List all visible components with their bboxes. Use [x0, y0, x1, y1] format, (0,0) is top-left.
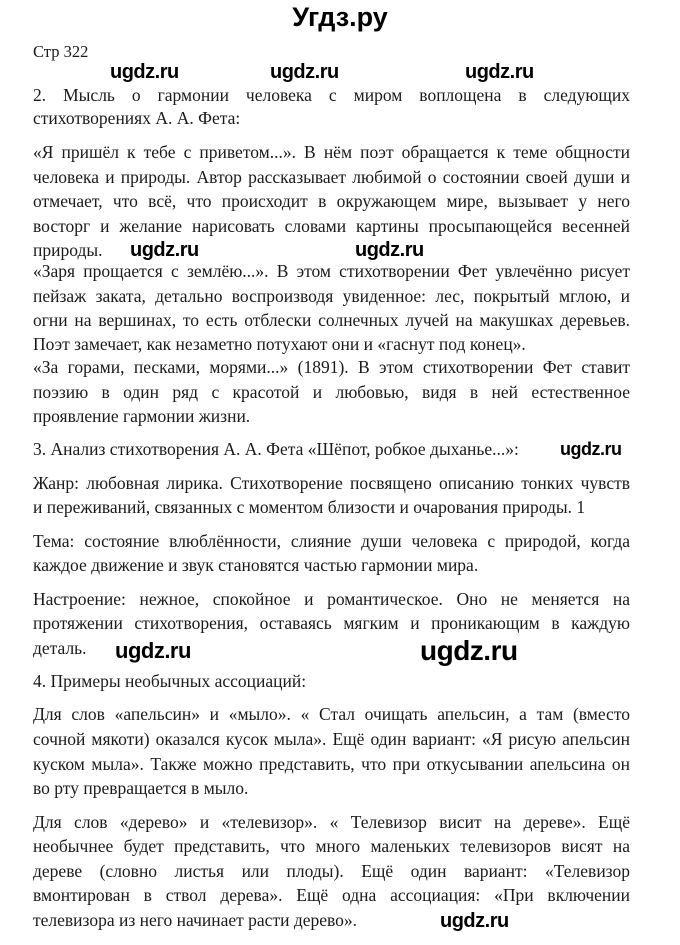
text-line: природы.: [33, 240, 103, 260]
text-line: вмонтирован в ствол дерева». Ещё одна ассоциация: «При включении: [33, 885, 630, 905]
text-line: сочной мякоти) оказался кусок мыла». Ещё один вариант: «Я рисую апельсин: [33, 729, 630, 749]
text-line: необычнее будет представить, что много маленьких телевизоров висят на: [33, 836, 630, 856]
watermark: ugdz.ru: [270, 61, 339, 83]
watermark: ugdz.ru: [420, 635, 518, 666]
watermark: ugdz.ru: [355, 239, 424, 261]
page-label: Стр 322: [33, 42, 89, 61]
text-line: пейзаж заката, детально воспроизводя увиденное: лес, покрытый мглою, и: [33, 286, 630, 306]
site-title[interactable]: Угдз.ру: [292, 2, 388, 32]
text-line: Жанр: любовная лирика. Стихотворение посвящено описанию тонких чувств: [33, 473, 630, 493]
watermark: ugdz.ru: [440, 910, 509, 932]
watermark: ugdz.ru: [115, 638, 191, 663]
text-line: 3. Анализ стихотворения А. А. Фета «Шёпот, робкое дыханье...»:: [33, 439, 519, 459]
text-line: «Я пришёл к тебе с приветом...». В нём поэт обращается к теме общности: [33, 142, 630, 162]
text-line: Тема: состояние влюблённости, слияние души человека с природой, когда: [33, 531, 630, 551]
text-line: Для слов «дерево» и «телевизор». « Телевизор висит на дереве». Ещё: [33, 812, 630, 832]
text-line: куском мыла». Также можно представить, что при откусывании апельсина он: [33, 754, 630, 774]
text-line: протяжении стихотворения, оставаясь мягким и проникающим в каждую: [33, 613, 630, 633]
text-line: «За горами, песками, морями...» (1891). В этом стихотворении Фет ставит: [33, 357, 630, 377]
text-line: восторг и желание нарисовать словами картины просыпающейся весенней: [33, 216, 630, 236]
text-line: Настроение: нежное, спокойное и романтическое. Оно не меняется на: [33, 589, 630, 609]
text-line: 4. Примеры необычных ассоциаций:: [33, 671, 307, 691]
text-line: телевизора из него начинает расти дерево».: [33, 910, 358, 930]
text-line: Поэт замечает, как незаметно потухают они и «гаснут под конец».: [33, 334, 526, 354]
text-line: стихотворениях А. А. Фета:: [33, 108, 241, 128]
text-line: «Заря прощается с землёю...». В этом стихотворении Фет увлечённо рисует: [33, 261, 630, 281]
text-line: дереве (словно листья или плоды). Ещё один вариант: «Телевизор: [33, 861, 630, 881]
text-line: огни на вершинах, то есть отблески солнечных лучей на макушках деревьев.: [33, 310, 630, 330]
watermark: ugdz.ru: [130, 239, 199, 261]
text-line: деталь.: [33, 638, 87, 658]
text-line: Для слов «апельсин» и «мыло». « Стал очищать апельсин, а там (вместо: [33, 704, 630, 724]
text-line: поэзию в один ряд с красотой и любовью, видя в ней естественное: [33, 382, 630, 402]
text-line: каждое движение и звук становятся частью гармонии мира.: [33, 555, 479, 575]
text-line: во рту превращается в мыло.: [33, 778, 249, 798]
text-line: проявление гармонии жизни.: [33, 406, 251, 426]
text-line: и переживаний, связанных с моментом близости и очарования природы. 1: [33, 497, 586, 517]
watermark: ugdz.ru: [560, 439, 622, 459]
watermark: ugdz.ru: [110, 61, 179, 83]
text-line: отмечает, что всё, что происходит в окружающем мире, вызывает у него: [33, 191, 630, 211]
text-line: 2. Мысль о гармонии человека с миром воплощена в следующих: [33, 85, 630, 105]
text-line: человека и природы. Автор рассказывает любимой о состоянии своей души и: [33, 167, 630, 187]
watermark: ugdz.ru: [465, 61, 534, 83]
